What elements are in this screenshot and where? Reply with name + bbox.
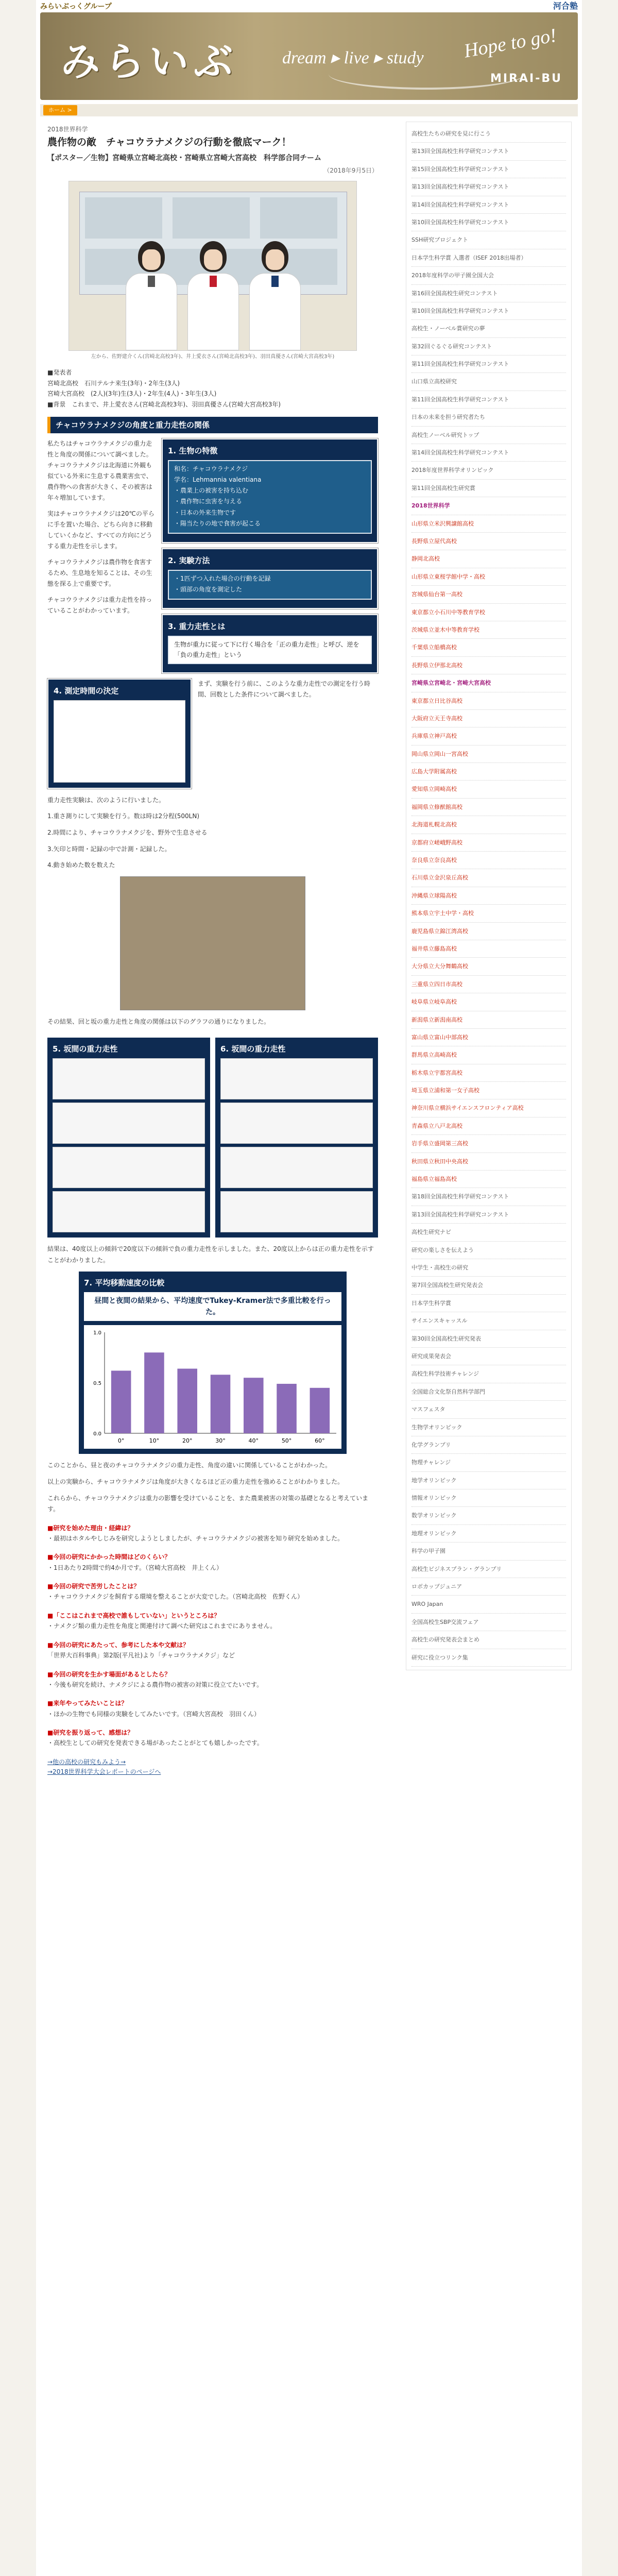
method-item: 4.動き始めた数を数えた	[47, 861, 115, 869]
sidebar-list	[406, 122, 572, 1670]
method-item: 3.矢印と時間・記録の中で計測・記録した。	[47, 845, 171, 853]
poster-item: ・1匹ずつ入れた場合の行動を記録	[174, 575, 271, 583]
sidebar-item[interactable]: 日本学生科学賞 入選者（ISEF 2018出場者）	[411, 249, 566, 267]
sidebar-item[interactable]: 物理チャレンジ	[411, 1454, 566, 1471]
sidebar-item[interactable]: 京都府立嵯峨野高校	[411, 834, 566, 852]
article-title: 農作物の敵 チャコウラナメクジの行動を徹底マーク！	[47, 137, 291, 148]
mini-chart	[220, 1191, 373, 1232]
presenter-line: ■背景 これまで、井上愛衣さん(宮崎北高校3年)、羽田真優さん(宮崎大宮高校3年)	[47, 400, 281, 408]
x-tick-label: 0°	[117, 1437, 125, 1445]
sidebar-item[interactable]: 日本学生科学賞	[411, 1295, 566, 1312]
sidebar-item[interactable]: サイエンスキャッスル	[411, 1312, 566, 1330]
sidebar-item[interactable]: 科学の甲子園	[411, 1543, 566, 1560]
sidebar-item[interactable]: 第13回全国高校生科学研究コンテスト	[411, 1206, 566, 1224]
sidebar-item[interactable]: 奈良県立奈良高校	[411, 852, 566, 869]
presenter-line: 宮崎北高校 石川テルナ来生(3年)・2年生(3人)	[47, 379, 180, 387]
bar	[310, 1388, 330, 1433]
sidebar-item[interactable]: 岩手県立盛岡第三高校	[411, 1135, 566, 1153]
qa-answer: ・ほかの生物でも同様の実験をしてみたいです。（宮崎大宮高校 羽田くん）	[47, 1710, 261, 1718]
bar	[144, 1353, 164, 1434]
sidebar	[406, 122, 572, 1777]
sidebar-item[interactable]: WRO Japan	[411, 1596, 566, 1613]
sidebar-item[interactable]: 第10回全国高校生科学研究コンテスト	[411, 302, 566, 320]
qa-question: ■研究を始めた理由・経緯は？	[47, 1524, 134, 1532]
site-logo[interactable]: みらいぶ	[61, 39, 238, 84]
poster-heading: 1. 生物の特徴	[168, 446, 218, 455]
y-tick-label: 0.0	[93, 1431, 101, 1437]
graph-panel-a	[47, 1038, 210, 1238]
paragraph: これらから、チャコウラナメクジは重力の影響を受けていることを、また農業被害の対策の基礎となると考えています。	[47, 1494, 369, 1513]
article-category: 2018世界科学	[47, 126, 88, 133]
sidebar-item[interactable]: 大阪府立天王寺高校	[411, 710, 566, 727]
sidebar-item[interactable]: 宮崎県立宮崎北・宮崎大宮高校	[411, 674, 566, 692]
sidebar-item[interactable]: 秋田県立秋田中央高校	[411, 1153, 566, 1171]
sidebar-item[interactable]: 青森県立八戸北高校	[411, 1117, 566, 1135]
sidebar-item[interactable]: 山形県立米沢興譲館高校	[411, 515, 566, 533]
presenter-line: 宮崎大宮高校 (2人)(3年)生(3人)・2年生(4人)・3年生(3人)	[47, 390, 217, 398]
poster-item: 学名：Lehmannia valentiana	[174, 476, 262, 484]
paragraph: 以上の実験から、チャコウラナメクジは角度が大きくなるほど正の重力走性を強めることがわかりました。	[47, 1478, 344, 1485]
method-list	[47, 795, 378, 871]
banner-hope: Hope to go!	[462, 24, 559, 62]
section2-text	[198, 679, 373, 789]
sidebar-item[interactable]: 情報オリンピック	[411, 1489, 566, 1507]
x-tick-label: 60°	[315, 1437, 325, 1445]
footer-links	[47, 1757, 378, 1777]
sidebar-item[interactable]: 静岡北高校	[411, 550, 566, 568]
qa-answer: ・最初はホタルやしじみを研究しようとしましたが、チャコウラナメクジの被害を知り研究を始めました。	[47, 1534, 344, 1542]
page	[36, 0, 582, 2576]
sidebar-item[interactable]: 第13回全国高校生科学研究コンテスト	[411, 143, 566, 160]
breadcrumb-home[interactable]: ホーム >	[43, 105, 77, 115]
paragraph: まず、実験を行う前に、このような重力走性での測定を行う時間、回数とした条件について調べました。	[198, 680, 371, 698]
sidebar-item[interactable]: 日本の未来を担う研究者たち	[411, 409, 566, 426]
sidebar-item[interactable]: 数学オリンピック	[411, 1507, 566, 1524]
sidebar-item[interactable]: 兵庫県立神戸高校	[411, 727, 566, 745]
sidebar-item[interactable]: 地理オリンピック	[411, 1525, 566, 1543]
poster-item: ・日本の外来生物です	[174, 509, 236, 516]
sidebar-item[interactable]: 山形県立東桜学館中学・高校	[411, 568, 566, 586]
sidebar-item[interactable]: 第13回全国高校生科学研究コンテスト	[411, 178, 566, 196]
sidebar-item[interactable]: 熊本県立宇土中学・高校	[411, 905, 566, 922]
graph-heading: 5. 坂間の重力走性	[53, 1044, 118, 1054]
sidebar-item[interactable]: 第11回全国高校生科学研究コンテスト	[411, 355, 566, 373]
mini-chart	[53, 1103, 205, 1144]
section-heading: チャコウラナメクジの角度と重力走性の関係	[47, 417, 378, 433]
sidebar-item[interactable]: 第15回全国高校生科学研究コンテスト	[411, 161, 566, 178]
sidebar-item[interactable]: 第18回全国高校生科学研究コンテスト	[411, 1188, 566, 1206]
qa-item	[47, 1611, 378, 1632]
poster-heading: 3. 重力走性とは	[168, 622, 226, 632]
sidebar-item[interactable]: 岡山県立岡山一宮高校	[411, 745, 566, 763]
sidebar-item[interactable]: 群馬県立高崎高校	[411, 1046, 566, 1064]
sidebar-item[interactable]: 研究の楽しさを伝えよう	[411, 1242, 566, 1259]
sidebar-item[interactable]: 愛知県立岡崎高校	[411, 781, 566, 798]
section1-block	[47, 438, 378, 673]
bar	[111, 1371, 131, 1434]
sidebar-item[interactable]: 栃木県立宇都宮高校	[411, 1064, 566, 1082]
sidebar-item[interactable]: 福島県立福島高校	[411, 1171, 566, 1188]
poster-panel-4	[47, 679, 192, 789]
y-tick-label: 1.0	[93, 1330, 101, 1336]
qa-answer: ・高校生としての研究を発表できる場があったことがとても嬉しかったです。	[47, 1739, 263, 1747]
qa-item	[47, 1670, 378, 1691]
poster-panel-1	[162, 438, 378, 543]
student-photo	[249, 241, 301, 350]
poster-item: ・農作物に虫害を与える	[174, 498, 243, 505]
sidebar-item[interactable]: 高校生の研究発表会まとめ	[411, 1631, 566, 1649]
poster-item: ・頭部の角度を測定した	[174, 586, 243, 594]
chart-subtitle: 昼間と夜間の結果から、平均速度でTukey-Kramer法で多重比較を行った。	[84, 1292, 341, 1321]
poster-heading: 2. 実験方法	[168, 556, 210, 566]
sidebar-item[interactable]: 富山県立富山中部高校	[411, 1029, 566, 1046]
student-photo	[126, 241, 177, 350]
sidebar-item[interactable]: 全国総合文化祭自然科学部門	[411, 1383, 566, 1401]
sidebar-item[interactable]: 中学生・高校生の研究	[411, 1259, 566, 1277]
sidebar-item[interactable]: 第16回全国高校生研究コンテスト	[411, 285, 566, 302]
sidebar-item[interactable]: 第7回全国高校生研究発表会	[411, 1277, 566, 1294]
sidebar-item[interactable]: 研究成果発表会	[411, 1348, 566, 1365]
sidebar-item[interactable]: 高校生ノーベル研究トップ	[411, 427, 566, 444]
section1-text	[47, 438, 156, 673]
breadcrumb	[40, 104, 578, 116]
chart-title: 7. 平均移動速度の比較	[84, 1278, 165, 1287]
x-tick-label: 40°	[248, 1437, 259, 1445]
sidebar-item[interactable]: 化学グランプリ	[411, 1436, 566, 1454]
y-tick-label: 0.5	[93, 1381, 101, 1387]
sidebar-item[interactable]: 第11回全国高校生研究賞	[411, 480, 566, 497]
mini-chart	[53, 1058, 205, 1099]
graph-panel-b	[215, 1038, 378, 1238]
banner-tagline: dream ▸ live ▸ study	[282, 48, 424, 67]
sidebar-item[interactable]: 第30回全国高校生研究発表	[411, 1330, 566, 1348]
qa-answer: 「世界大百科事典」第2版(平凡社)より「チャコウラナメクジ」など	[47, 1652, 235, 1659]
sidebar-item[interactable]: 新潟県立新潟南高校	[411, 1011, 566, 1029]
article-main	[40, 122, 385, 1777]
bar-chart	[84, 1325, 341, 1449]
paragraph: このことから、昼と夜のチャコウラナメクジの重力走性、角度の違いに関係していることがわかった。	[47, 1462, 332, 1469]
sidebar-item[interactable]: 千葉県立船橋高校	[411, 639, 566, 656]
sidebar-item[interactable]: 鹿児島県立錦江湾高校	[411, 923, 566, 940]
sidebar-item[interactable]: SSH研究プロジェクト	[411, 231, 566, 249]
sidebar-item[interactable]: マスフェスタ	[411, 1401, 566, 1418]
poster-box	[168, 570, 372, 600]
x-tick-label: 10°	[149, 1437, 160, 1445]
poster-heading: 4. 測定時間の決定	[54, 686, 119, 696]
sidebar-item[interactable]: 高校生ビジネスプラン・グランプリ	[411, 1561, 566, 1578]
poster-panel-3	[162, 614, 378, 673]
sidebar-item[interactable]: 茨城県立並木中等教育学校	[411, 621, 566, 639]
sidebar-item[interactable]: 2018年度科学の甲子園全国大会	[411, 267, 566, 284]
mini-chart	[220, 1058, 373, 1099]
mini-chart	[53, 1147, 205, 1188]
qa-item	[47, 1552, 378, 1573]
qa-item	[47, 1640, 378, 1662]
paragraph: チャコウラナメクジは重力走性を持っていることがわかっています。	[47, 596, 152, 614]
paragraph: 私たちはチャコウラナメクジの重力走性と角度の関係について調べました。チャコウラナメクジは北海道に外観も似ている外来に生息する農業害虫で、農作物への食害が大きく、その被害は年々増加しています。	[47, 439, 152, 501]
other-schools-link[interactable]: →他の高校の研究もみよう→	[47, 1758, 126, 1766]
sidebar-item[interactable]: 東京都立日比谷高校	[411, 692, 566, 710]
poster-item: ・農業上の被害を持ち込む	[174, 487, 249, 495]
team-photo	[68, 181, 357, 351]
graph-grid	[47, 1032, 378, 1238]
sidebar-item[interactable]: 高校生・ノーベル賞研究の夢	[411, 320, 566, 337]
method-item: 1.重さ測りにして実験を行う。数は時は2分程(500LN)	[47, 812, 200, 820]
sidebar-item[interactable]: 埼玉県立浦和第一女子高校	[411, 1082, 566, 1099]
sidebar-item[interactable]: 福岡県立修猷館高校	[411, 799, 566, 816]
poster-panel-2	[162, 548, 378, 609]
sidebar-item[interactable]: 三重県立四日市高校	[411, 976, 566, 993]
bar	[211, 1375, 231, 1434]
article-byline: 【ポスター／生物】宮崎県立宮崎北高校・宮崎県立宮崎大宮高校 科学部合同チーム	[47, 154, 321, 162]
qa-question: ■「ここはこれまで高校で誰もしていない」というところは？	[47, 1612, 220, 1620]
section3-text	[47, 1460, 378, 1515]
graph-explanation	[47, 1244, 378, 1266]
bar	[277, 1384, 297, 1433]
sidebar-item[interactable]: 地学オリンピック	[411, 1472, 566, 1489]
sidebar-item[interactable]: 第14回全国高校生科学研究コンテスト	[411, 196, 566, 214]
poster-box	[168, 460, 372, 534]
x-tick-label: 20°	[182, 1437, 193, 1445]
sidebar-item[interactable]: 全国高校生SBP交流フェア	[411, 1614, 566, 1631]
qa-question: ■研究を振り返って、感想は？	[47, 1729, 134, 1737]
student-photo	[187, 241, 239, 350]
poster-box: 生物が重力に従って下に行く場合を「正の重力走性」と呼び、逆を「負の重力走性」という	[168, 636, 372, 664]
sidebar-item[interactable]: 宮城県仙台第一高校	[411, 586, 566, 603]
sidebar-item[interactable]: 大分県立大分舞鶴高校	[411, 958, 566, 975]
sidebar-item[interactable]: 福井県立藤島高校	[411, 940, 566, 958]
result-intro	[47, 1016, 378, 1028]
qa-question: ■今回の研究にあたって、参考にした本や文献は？	[47, 1641, 190, 1649]
org-name[interactable]: みらいぶっくグループ	[40, 2, 112, 10]
site-banner[interactable]	[40, 12, 578, 100]
bar-chart-svg	[84, 1325, 341, 1449]
sidebar-item[interactable]: 高校生たちの研究を見に行こう	[411, 125, 566, 143]
sidebar-item[interactable]: 第14回全国高校生科学研究コンテスト	[411, 444, 566, 462]
sidebar-item[interactable]: 高校生研究ナビ	[411, 1224, 566, 1241]
qa-section	[47, 1523, 378, 1749]
qa-question: ■今回の研究にかかった時間はどのくらい？	[47, 1553, 171, 1561]
presenter-list	[47, 367, 378, 410]
sidebar-item[interactable]: 第11回全国高校生科学研究コンテスト	[411, 391, 566, 409]
mini-chart	[220, 1103, 373, 1144]
qa-item	[47, 1523, 378, 1545]
qa-answer: ・1日あたり2時間で約4か月です。（宮崎大宮高校 井上くん）	[47, 1564, 222, 1571]
x-tick-label: 30°	[215, 1437, 226, 1445]
sidebar-item[interactable]: 神奈川県立横浜サイエンスフロンティア高校	[411, 1099, 566, 1117]
sidebar-item[interactable]: 長野県立屋代高校	[411, 533, 566, 550]
article-date: （2018年9月5日）	[323, 167, 378, 175]
qa-answer: ・チャコウラナメクジを飼育する環境を整えることが大変でした。（宮崎北高校 佐野くん）	[47, 1593, 304, 1601]
poster-diagram	[54, 700, 185, 783]
qa-question: ■来年やってみたいことは？	[47, 1700, 128, 1707]
method-item: 重力走性実験は、次のように行いました。	[47, 796, 165, 804]
mini-chart	[53, 1191, 205, 1232]
publisher-logo[interactable]: 河合塾	[553, 1, 578, 11]
topbar	[36, 0, 582, 12]
qa-answer: ・今後も研究を続け、ナメクジによる農作物の被害の対策に役立てたいです。	[47, 1681, 263, 1688]
graph-heading: 6. 坂間の重力走性	[220, 1044, 286, 1054]
sidebar-item[interactable]: 研究に役立つリンク集	[411, 1649, 566, 1667]
speed-chart-panel	[79, 1272, 347, 1454]
sidebar-item[interactable]: 第10回全国高校生科学研究コンテスト	[411, 214, 566, 231]
qa-answer: ・ナメクジ類の重力走性を角度と関連付けて調べた研究はこれまでにありません。	[47, 1622, 277, 1630]
sidebar-item[interactable]: 高校生科学技術チャレンジ	[411, 1365, 566, 1383]
sidebar-item[interactable]: 2018世界科学	[411, 497, 566, 515]
sidebar-item[interactable]: 石川県立金沢泉丘高校	[411, 869, 566, 887]
bar	[244, 1378, 264, 1434]
paragraph: 実はチャコウラナメクジは20℃の平らに手を置いた場合、どちら向きに移動していくかなど、すべての方向にどうする重力走性を示します。	[47, 510, 154, 550]
sidebar-item[interactable]: 北海道札幌北高校	[411, 816, 566, 834]
qa-question: ■今回の研究を生かす場面があるとしたら？	[47, 1670, 171, 1678]
bar	[177, 1369, 197, 1433]
method-item: 2.時間により、チャコウラナメクジを、野外で生息させる	[47, 828, 208, 836]
sidebar-item[interactable]: 2018年度世界科学オリンピック	[411, 462, 566, 479]
sidebar-item[interactable]: 広島大学附属高校	[411, 763, 566, 781]
sidebar-item[interactable]: 東京都立小石川中等教育学校	[411, 604, 566, 621]
poster-item: 和名：チャコウラナメクジ	[174, 465, 248, 472]
qa-question: ■今回の研究で苦労したことは？	[47, 1583, 140, 1590]
sidebar-item[interactable]: 山口県立高校研究	[411, 373, 566, 391]
presenter-line: ■発表者	[47, 369, 72, 377]
sidebar-item[interactable]: 岐阜県立岐阜高校	[411, 993, 566, 1011]
x-tick-label: 50°	[281, 1437, 292, 1445]
banner-brand: MIRAI-BU	[490, 72, 562, 85]
paragraph: 結果は、40度以上の傾斜で20度以下の傾斜で負の重力走性を示しました。また、20度以上からは正の重力走性を示すことがわかりました。	[47, 1245, 374, 1264]
sidebar-item[interactable]: 生物学オリンピック	[411, 1419, 566, 1436]
section2-block	[47, 679, 378, 789]
mini-chart	[220, 1147, 373, 1188]
sidebar-item[interactable]: ロボカップジュニア	[411, 1578, 566, 1596]
experiment-photo	[120, 876, 305, 1010]
paragraph: その結果、回と坂の重力走性と角度の関係は以下のグラフの通りになりました。	[47, 1018, 270, 1025]
photo-caption: 左から、佐野建介くん(宮崎北高校3年)、井上愛衣さん(宮崎北高校3年)、羽田真優さん(宮崎大宮高校3年)	[91, 354, 335, 360]
sidebar-item[interactable]: 第32回ぐるぐる研究コンテスト	[411, 338, 566, 355]
sidebar-item[interactable]: 沖縄県立球陽高校	[411, 887, 566, 905]
report-link[interactable]: →2018世界科学大会レポートのページへ	[47, 1768, 161, 1776]
poster-item: ・陽当たりの地で食害が起こる	[174, 519, 261, 527]
qa-item	[47, 1699, 378, 1720]
qa-item	[47, 1728, 378, 1749]
sidebar-item[interactable]: 長野県立伊那北高校	[411, 657, 566, 674]
qa-item	[47, 1582, 378, 1603]
paragraph: チャコウラナメクジは農作物を食害するため、生息地を知ることは、その生態を探る上で重要です。	[47, 558, 152, 587]
